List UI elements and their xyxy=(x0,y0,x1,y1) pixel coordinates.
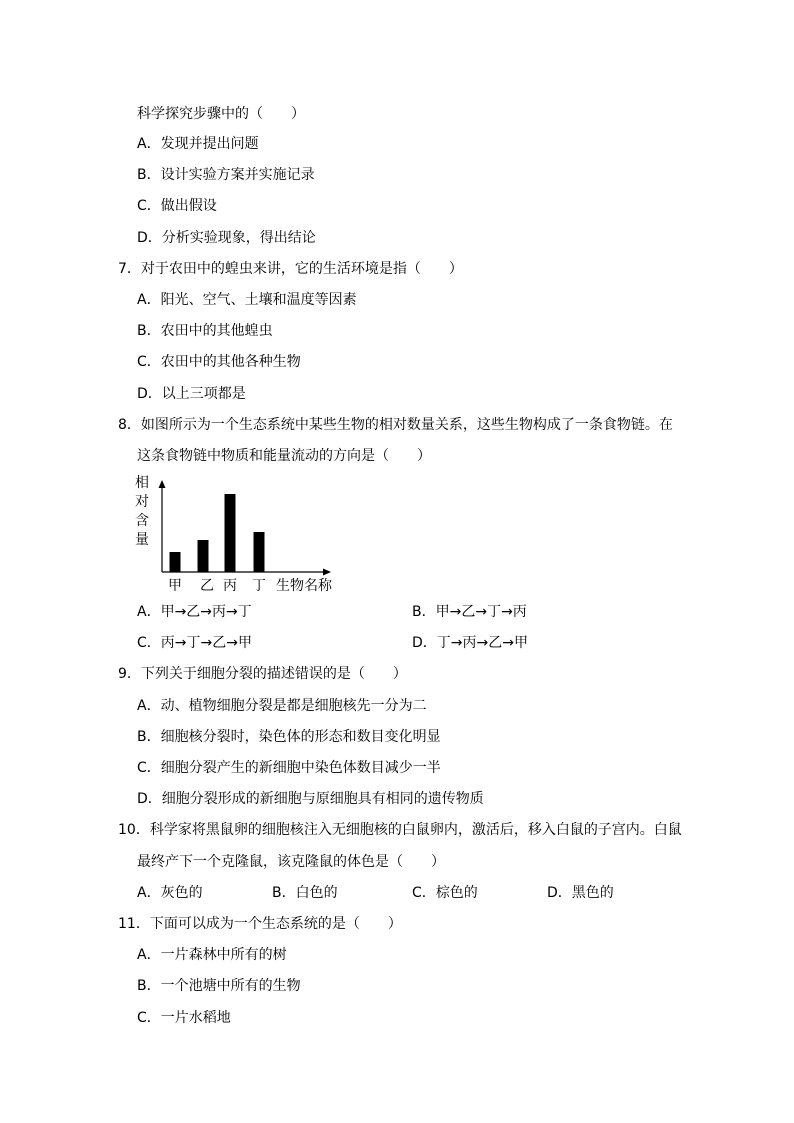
q11-stem: 11．下面可以成为一个生态系统的是（ ） xyxy=(118,916,402,932)
q8-option-a: A．甲→乙→丙→丁 xyxy=(137,604,252,620)
q7-option-b: B．农田中的其他蝗虫 xyxy=(137,323,273,339)
q9-option-a: A．动、植物细胞分裂是都是细胞核先一分为二 xyxy=(137,698,427,714)
q9-stem: 9．下列关于细胞分裂的描述错误的是（ ） xyxy=(118,666,407,682)
q7-option-d: D．以上三项都是 xyxy=(137,386,246,402)
q9-option-c: C．细胞分裂产生的新细胞中染色体数目减少一半 xyxy=(137,760,441,776)
food-chain-bar-chart xyxy=(128,472,368,596)
category-label: 丙 xyxy=(223,578,237,594)
y-label-char: 量 xyxy=(135,532,149,548)
y-axis-arrow xyxy=(159,480,166,488)
q6-option-b: B．设计实验方案并实施记录 xyxy=(137,167,315,183)
bar-1 xyxy=(170,552,181,572)
y-label-char: 相 xyxy=(135,475,149,491)
q8-option-b: B．甲→乙→丁→丙 xyxy=(412,604,527,620)
q10-option-d: D．黑色的 xyxy=(547,885,614,901)
y-label-char: 对 xyxy=(135,494,149,510)
q10-stem-line2: 最终产下一个克隆鼠，该克隆鼠的体色是（ ） xyxy=(137,854,445,870)
bar-3 xyxy=(225,494,236,572)
q7-option-a: A．阳光、空气、土壤和温度等因素 xyxy=(137,292,357,308)
category-label: 甲 xyxy=(168,578,182,594)
q11-option-a: A．一片森林中所有的树 xyxy=(137,947,287,963)
q10-option-b: B．白色的 xyxy=(272,885,338,901)
q10-option-c: C．棕色的 xyxy=(412,885,478,901)
category-label: 丁 xyxy=(252,578,266,594)
bar-4 xyxy=(254,532,265,572)
q10-option-a: A．灰色的 xyxy=(137,885,203,901)
q11-option-b: B．一个池塘中所有的生物 xyxy=(137,978,301,994)
q8-option-c: C．丙→丁→乙→甲 xyxy=(137,635,252,651)
q6-option-d: D．分析实验现象，得出结论 xyxy=(137,230,316,246)
category-label: 乙 xyxy=(200,578,214,594)
q6-option-c: C．做出假设 xyxy=(137,198,217,214)
q7-option-c: C．农田中的其他各种生物 xyxy=(137,354,301,370)
x-axis-label: 生物名称 xyxy=(276,578,332,594)
bars-group xyxy=(170,494,265,572)
q6-stem-continuation: 科学探究步骤中的（ ） xyxy=(137,106,305,122)
q6-option-a: A．发现并提出问题 xyxy=(137,136,259,152)
bar-2 xyxy=(198,540,209,572)
q9-option-b: B．细胞核分裂时，染色体的形态和数目变化明显 xyxy=(137,729,441,745)
q7-stem: 7．对于农田中的蝗虫来讲，它的生活环境是指（ ） xyxy=(118,261,463,277)
y-label-char: 含 xyxy=(135,513,149,529)
q10-stem-line1: 10．科学家将黑鼠卵的细胞核注入无细胞核的白鼠卵内，激活后，移入白鼠的子宫内。白鼠 xyxy=(118,822,682,838)
x-axis-arrow xyxy=(323,569,331,576)
bar-chart-svg xyxy=(128,472,368,596)
q8-stem-line2: 这条食物链中物质和能量流动的方向是（ ） xyxy=(137,448,431,464)
q8-option-d: D．丁→丙→乙→甲 xyxy=(412,635,528,651)
q9-option-d: D．细胞分裂形成的新细胞与原细胞具有相同的遗传物质 xyxy=(137,791,484,807)
q8-stem-line1: 8．如图所示为一个生态系统中某些生物的相对数量关系，这些生物构成了一条食物链。在 xyxy=(118,417,673,433)
q11-option-c: C．一片水稻地 xyxy=(137,1010,231,1026)
